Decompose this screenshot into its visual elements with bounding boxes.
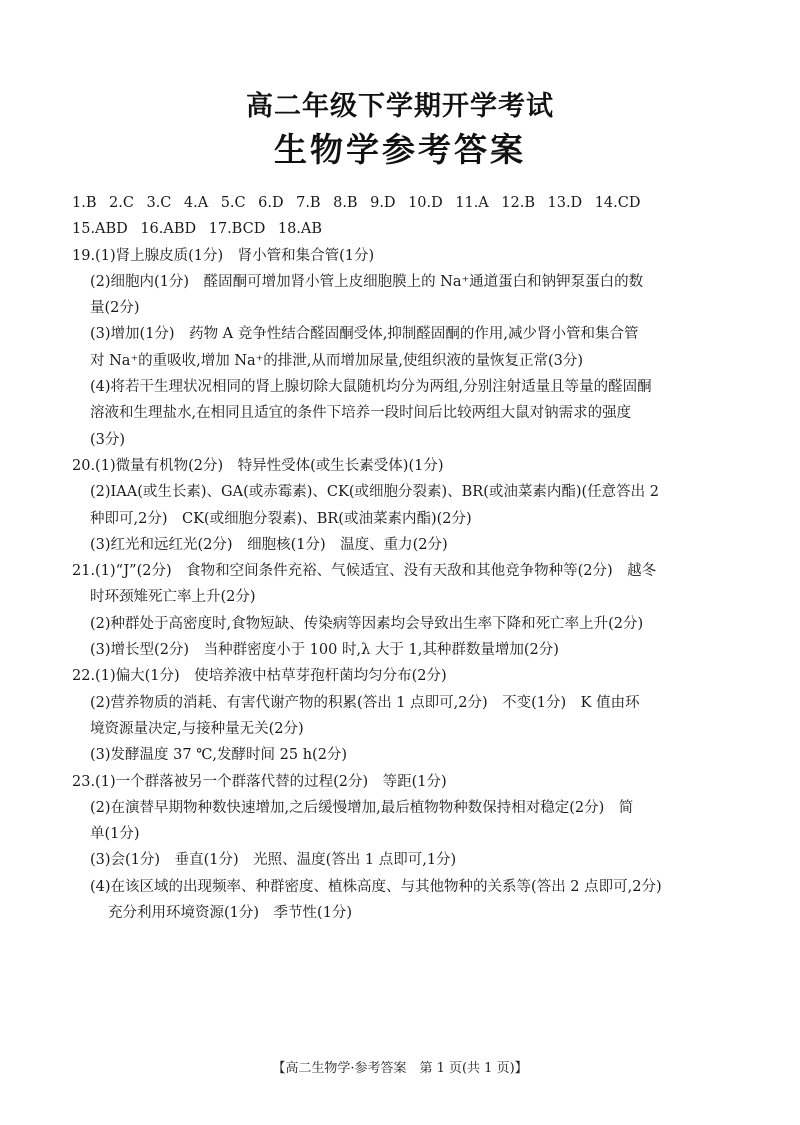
answer-body <box>72 190 732 926</box>
mc-answer: 13.D <box>547 195 583 211</box>
question-22 <box>72 663 732 768</box>
answer-line: (2)IAA(或生长素)、GA(或赤霉素)、CK(或细胞分裂素)、BR(或油菜素内酯)(任意答出 2 <box>90 484 660 501</box>
answer-line: 种即可,2分) CK(或细胞分裂素)、BR(或油菜素内酯)(2分) <box>90 510 472 527</box>
question-21 <box>72 558 732 663</box>
mc-answer: 16.ABD <box>140 221 197 238</box>
answer-line: (2)在演替早期物种数快速增加,之后缓慢增加,最后植物物种数保持相对稳定(2分) 简 <box>90 799 634 816</box>
mc-answer: 18.AB <box>277 221 323 238</box>
answer-line: 充分利用环境资源(1分) 季节性(1分) <box>108 905 353 922</box>
multiple-choice-row-2 <box>72 216 732 242</box>
answer-line: 21.(1)“J”(2分) 食物和空间条件充裕、气候适宜、没有天敌和其他竞争物种等(2分) 越冬 <box>72 563 657 580</box>
answer-line: (3)增加(1分) 药物 A 竞争性结合醛固酮受体,抑制醛固酮的作用,减少肾小管和集合管 <box>90 326 639 343</box>
answer-line: 单(1分) <box>90 826 140 843</box>
answer-line: (3)红光和远红光(2分) 细胞核(1分) 温度、重力(2分) <box>90 536 448 553</box>
answer-line: (3)发酵温度 37 ℃,发酵时间 25 h(2分) <box>90 747 348 764</box>
answer-line: 时环颈雉死亡率上升(2分) <box>90 589 256 606</box>
mc-answer: 1.B <box>72 195 97 211</box>
answer-line: 19.(1)肾上腺皮质(1分) 肾小管和集合管(1分) <box>72 247 375 264</box>
answer-line: (4)将若干生理状况相同的肾上腺切除大鼠随机均分为两组,分别注射适量且等量的醛固酮 <box>90 379 652 396</box>
mc-answer: 11.A <box>455 195 489 211</box>
answer-line: 20.(1)微量有机物(2分) 特异性受体(或生长素受体)(1分) <box>72 457 444 474</box>
mc-answer: 14.CD <box>594 195 641 211</box>
answer-line: (2)细胞内(1分) 醛固酮可增加肾小管上皮细胞膜上的 Na⁺通道蛋白和钠钾泵蛋白的数 <box>90 273 644 290</box>
answer-line: 溶液和生理盐水,在相同且适宜的条件下培养一段时间后比较两组大鼠对钠需求的强度 <box>90 405 632 422</box>
mc-answer: 6.D <box>258 195 284 211</box>
answer-line: 量(2分) <box>90 300 140 317</box>
answer-key-title: 生物学参考答案 <box>274 130 526 169</box>
question-19 <box>72 243 732 453</box>
mc-answer: 8.B <box>333 195 358 211</box>
question-20 <box>72 453 732 558</box>
answer-line: 22.(1)偏大(1分) 使培养液中枯草芽孢杆菌均匀分布(2分) <box>72 668 447 685</box>
mc-answer: 2.C <box>109 195 134 211</box>
mc-answer: 15.ABD <box>72 221 128 238</box>
mc-answer: 9.D <box>370 195 396 211</box>
question-23 <box>72 769 732 927</box>
mc-answer: 3.C <box>146 195 172 211</box>
answer-line: (2)种群处于高密度时,食物短缺、传染病等因素均会导致出生率下降和死亡率上升(2分) <box>90 615 644 632</box>
mc-answer: 10.D <box>408 195 443 211</box>
answer-line: 23.(1)一个群落被另一个群落代替的过程(2分) 等距(1分) <box>72 773 447 790</box>
answer-line: 对 Na⁺的重吸收,增加 Na⁺的排泄,从而增加尿量,使组织液的量恢复正常(3分) <box>90 352 584 369</box>
mc-answer: 17.BCD <box>208 221 266 238</box>
answer-line: (2)营养物质的消耗、有害代谢产物的积累(答出 1 点即可,2分) 不变(1分) K 值由环 <box>90 694 640 711</box>
exam-title: 高二年级下学期开学考试 <box>246 91 554 122</box>
multiple-choice-row-1 <box>72 190 732 216</box>
mc-answer: 4.A <box>183 195 209 211</box>
answer-line: (4)在该区域的出现频率、种群密度、植株高度、与其他物种的关系等(答出 2 点即可,2分) <box>90 878 662 895</box>
mc-answer: 5.C <box>220 195 246 211</box>
answer-line: (3)会(1分) 垂直(1分) 光照、温度(答出 1 点即可,1分) <box>90 852 457 869</box>
mc-answer: 7.B <box>296 195 321 211</box>
answer-line: (3)增长型(2分) 当种群密度小于 100 时,λ 大于 1,其种群数量增加(2分) <box>90 642 559 659</box>
answer-line: 境资源量决定,与接种量无关(2分) <box>90 720 304 737</box>
mc-answer: 12.B <box>501 195 535 211</box>
answer-line: (3分) <box>90 431 126 448</box>
page-footer: 【高二生物学·参考答案 第 1 页(共 1 页)】 <box>272 1061 528 1076</box>
